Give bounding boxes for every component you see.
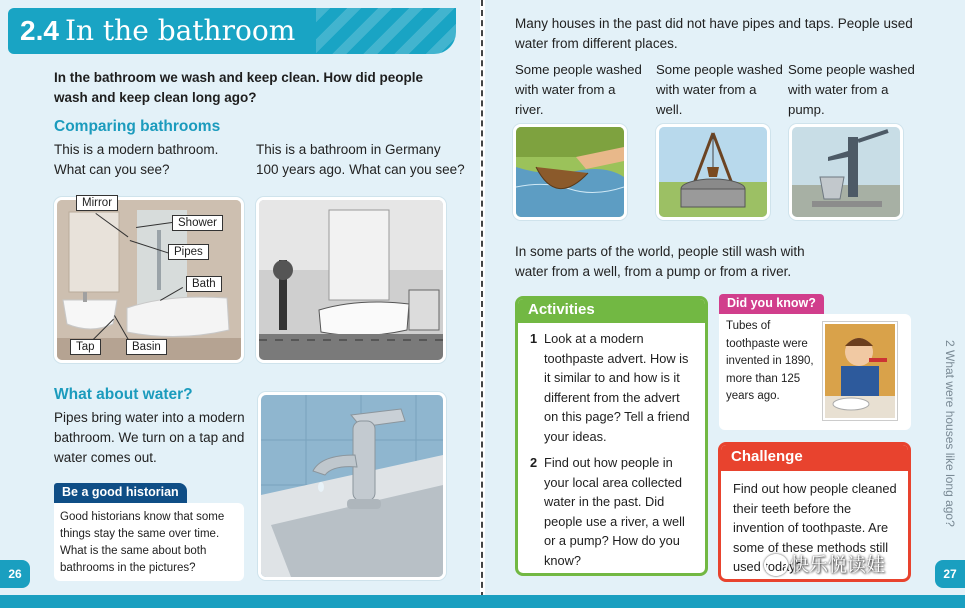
watermark: 快乐悦读娃 — [790, 555, 886, 576]
label-mirror: Mirror — [76, 195, 118, 211]
germany-caption: This is a bathroom in Germany 100 years ago. What can you see? — [256, 142, 465, 177]
challenge-text: Find out how people cleaned their teeth before the invention of toothpaste. Are some of these methods still used today? — [733, 481, 897, 574]
tap-photo — [258, 392, 446, 580]
bottom-bar — [0, 595, 965, 608]
water-text: Pipes bring water into a modern bathroom. We turn on a tap and water comes out. — [54, 410, 245, 465]
activity-number: 2 — [530, 455, 538, 470]
title-number: 2.4 — [20, 15, 59, 46]
pump-caption: Some people washed with water from a pump. — [788, 62, 915, 117]
right-intro: Many houses in the past did not have pipes and taps. People used water from different places. — [515, 16, 913, 51]
activities-panel — [515, 296, 708, 576]
page-number-left: 26 — [0, 560, 30, 588]
toothpaste-advert-image — [823, 322, 897, 420]
banner-stripes — [316, 8, 456, 54]
did-you-know-tab: Did you know? — [719, 294, 824, 314]
label-basin: Basin — [126, 339, 167, 355]
page-title — [20, 14, 295, 47]
label-pipes: Pipes — [168, 244, 209, 260]
historian-text: Good historians know that some things stay the same over time. What is the same about both bathrooms in the pictures? — [60, 511, 225, 574]
well-caption: Some people washed with water from a well. — [656, 62, 783, 117]
water-heading: What about water? — [54, 386, 193, 403]
did-you-know-text: Tubes of toothpaste were invented in 1890, more than 125 years ago. — [726, 320, 814, 402]
modern-caption: This is a modern bathroom. What can you see? — [54, 142, 219, 177]
historian-tab: Be a good historian — [54, 483, 187, 503]
challenge-heading: Challenge — [721, 445, 908, 471]
activity-text: Find out how people in your local area collected water in the past. Did people use a river, a well or a pump? How do you know? — [544, 455, 685, 568]
activity-number: 1 — [530, 331, 538, 346]
page-number-right: 27 — [935, 560, 965, 588]
comparing-heading: Comparing bathrooms — [54, 118, 221, 135]
label-shower: Shower — [172, 215, 223, 231]
well-illustration — [656, 124, 770, 220]
pump-illustration — [789, 124, 903, 220]
did-you-know-box — [719, 314, 911, 430]
label-tap: Tap — [70, 339, 101, 355]
historian-box — [54, 503, 244, 581]
river-caption: Some people washed with water from a river. — [515, 62, 642, 117]
label-bath: Bath — [186, 276, 222, 292]
intro-text: In the bathroom we wash and keep clean. How did people wash and keep clean long ago? — [54, 70, 424, 105]
side-chapter-title-text: 2 What were houses like long ago? — [943, 340, 957, 527]
activities-heading: Activities — [518, 299, 705, 323]
page-fold — [481, 0, 483, 608]
still-text: In some parts of the world, people still wash with water from a well, from a pump or from a river. — [515, 244, 805, 279]
side-chapter-title — [943, 340, 959, 540]
title-label: In the bathroom — [64, 14, 296, 47]
activity-text: Look at a modern toothpaste advert. How is it similar to and how is it different from the advert on this page? Tell a friend your ideas. — [544, 331, 690, 444]
watermark-icon — [764, 554, 788, 576]
germany-bathroom-photo — [256, 197, 446, 363]
title-banner — [8, 8, 456, 54]
river-illustration — [513, 124, 627, 220]
